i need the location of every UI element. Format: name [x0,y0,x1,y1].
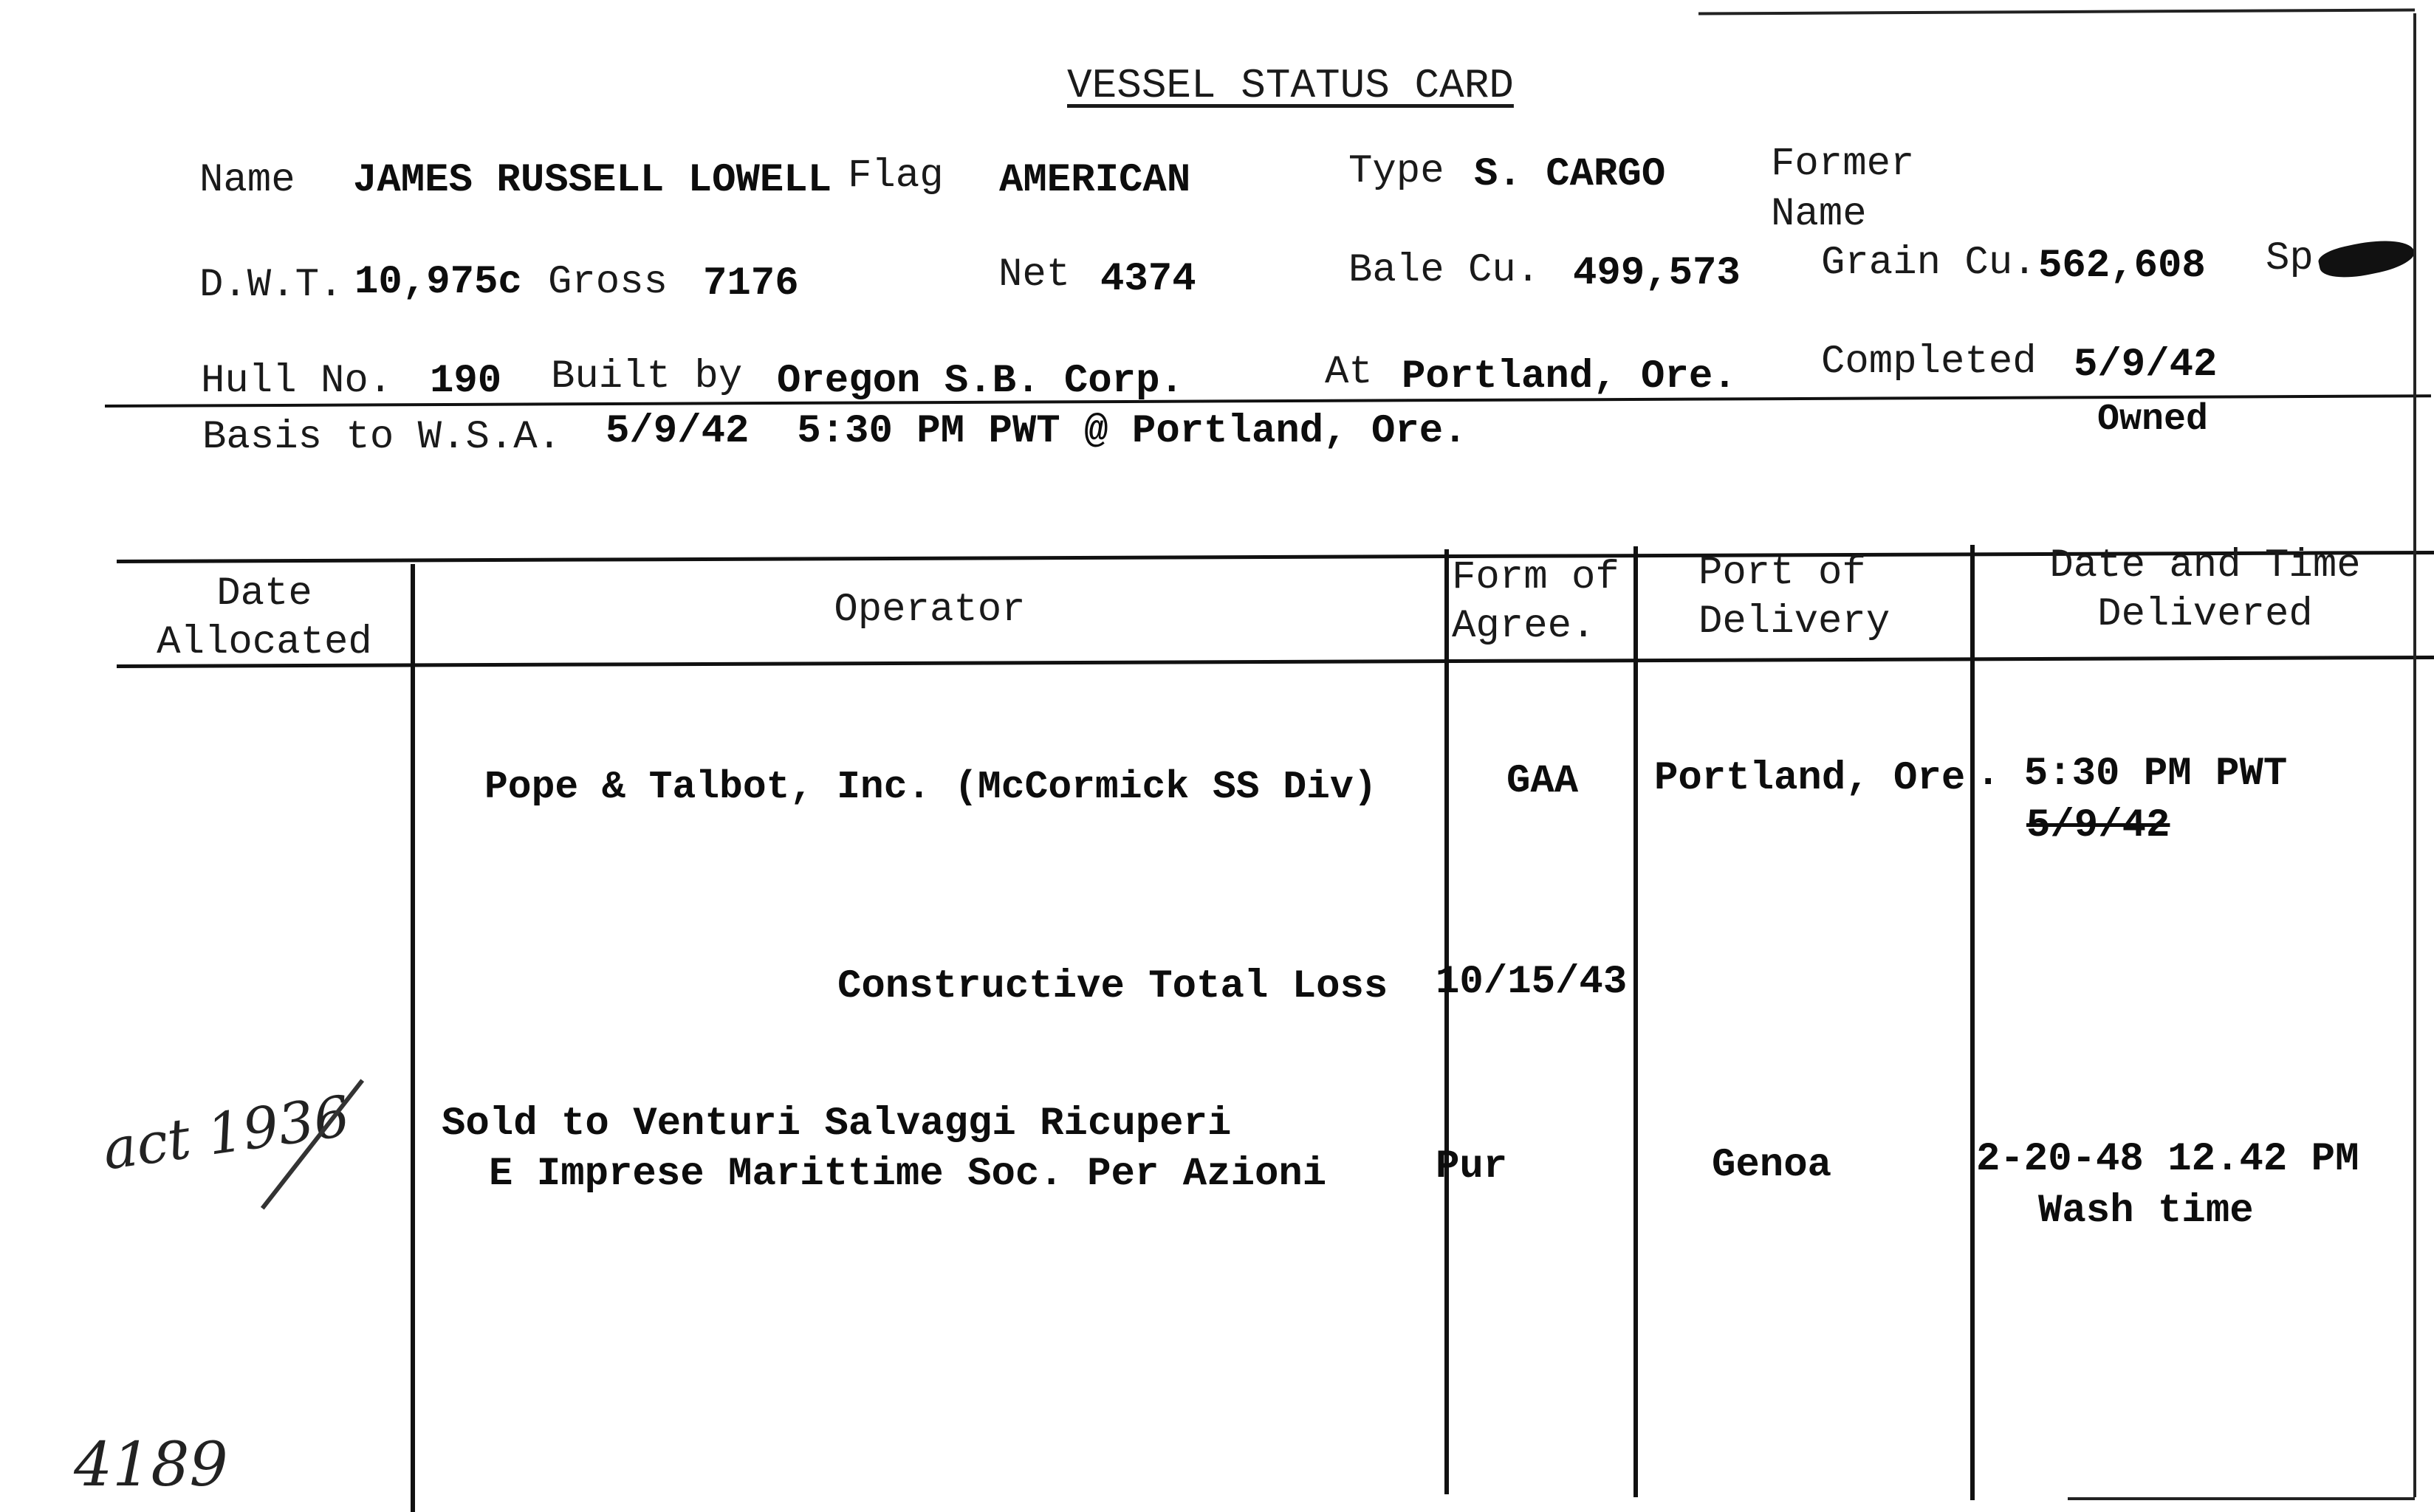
row1-form: GAA [1506,759,1579,804]
former-label-line2: Name [1771,192,1867,237]
at-label: At [1325,350,1373,395]
column-divider-2 [1444,549,1449,1494]
column-divider-1 [411,564,415,1512]
card-bottom-edge [2068,1497,2415,1500]
name-value: JAMES RUSSELL LOWELL [353,158,832,203]
ink-blot-scribble [2317,233,2417,284]
bale-label: Bale Cu. [1348,248,1540,293]
card-number-handwritten: 4189 [74,1430,228,1500]
row3-form: Pur [1436,1144,1508,1189]
completed-label: Completed [1821,340,2037,385]
owned-label: Owned [2097,399,2209,441]
basis-label: Basis to W.S.A. [202,415,562,460]
header-date-allocated-line1: Date [216,571,312,616]
type-value: S. CARGO [1474,152,1666,197]
row1-port: Portland, Ore [1654,756,1966,801]
header-form-line2: Agree. [1452,604,1596,649]
row1-operator: Pope & Talbot, Inc. (McCormick SS Div) [484,765,1377,809]
type-label: Type [1348,149,1444,194]
row3-delivered-note: Wash time [2038,1189,2254,1234]
row3-operator-line2: E Imprese Marittime Soc. Per Azioni [489,1152,1327,1197]
header-date-allocated-line2: Allocated [157,620,372,665]
row1-delivered-time: . 5:30 PM PWT [1976,752,2288,797]
hull-label: Hull No. [201,359,393,404]
built-label: Built by [551,354,743,399]
header-delivered-line1: Date and Time [2049,543,2361,588]
flag-label: Flag [848,154,944,199]
row3-port: Genoa [1712,1143,1832,1188]
at-value: Portland, Ore. [1402,354,1737,399]
built-value: Oregon S.B. Corp. [777,359,1184,404]
table-header-bottom-line [117,656,2434,668]
net-value: 4374 [1100,257,1196,302]
grain-label: Grain Cu. [1821,241,2037,286]
dwt-label: D.W.T. [199,263,343,308]
row2-operator: Constructive Total Loss [837,964,1388,1009]
column-divider-4 [1970,545,1975,1500]
completed-value: 5/9/42 [2074,343,2218,388]
row3-delivered-time: 2-20-48 12.42 PM [1976,1137,2359,1182]
former-label-line1: Former [1771,142,1915,187]
name-label: Name [199,158,295,203]
dwt-value: 10,975c [354,260,522,305]
sp-label: Sp [2266,236,2314,281]
hull-value: 190 [430,359,502,404]
row2-form: 10/15/43 [1436,960,1628,1005]
card-right-edge [2413,13,2416,1497]
card-title: VESSEL STATUS CARD [1067,62,1514,109]
header-port-line2: Delivery [1698,599,1890,645]
header-operator: Operator [834,588,1026,633]
basis-value: 5/9/42 5:30 PM PWT @ Portland, Ore. [606,409,1467,454]
row3-operator-line1: Sold to Venturi Salvaggi Ricuperi [442,1102,1232,1147]
gross-value: 7176 [703,261,799,306]
flag-value: AMERICAN [999,158,1191,203]
net-label: Net [998,252,1071,298]
header-port-line1: Port of [1698,551,1866,596]
gross-label: Gross [548,260,668,305]
grain-value: 562,608 [2038,244,2206,289]
row1-delivered-date: 5/9/42 [2026,803,2170,848]
column-divider-3 [1633,546,1638,1497]
header-delivered-line2: Delivered [2097,592,2313,637]
header-form-line1: Form of [1452,555,1619,600]
row3-date-handwritten: act 1936 [98,1082,354,1183]
card-top-edge [1698,8,2415,15]
bale-value: 499,573 [1573,251,1741,296]
